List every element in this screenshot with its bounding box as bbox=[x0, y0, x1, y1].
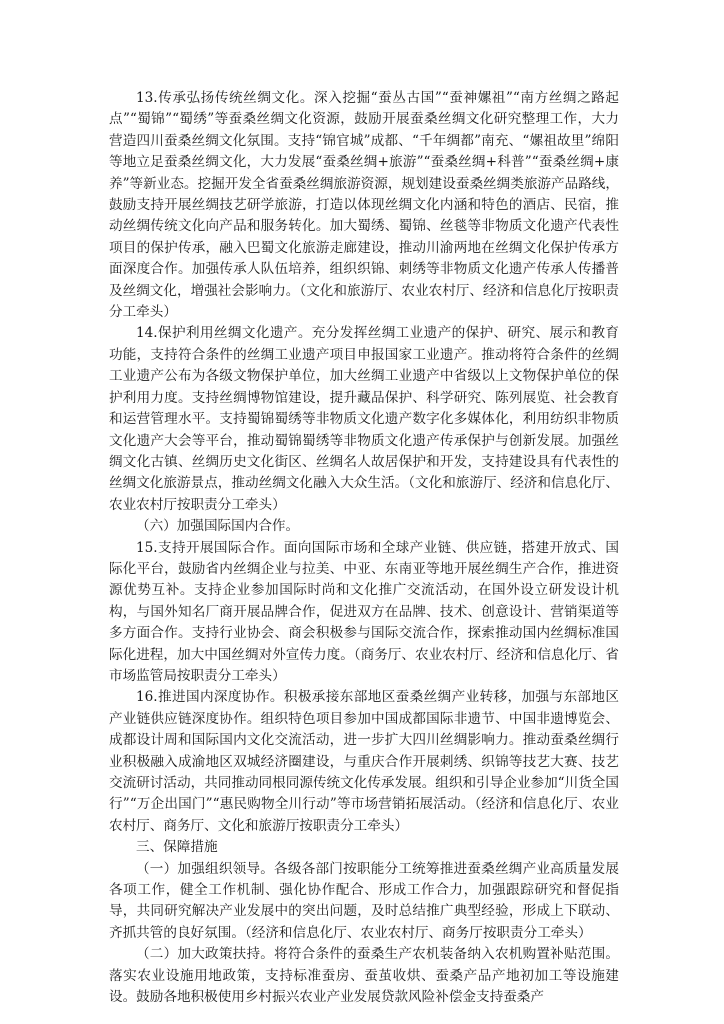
paragraph-15: 15.支持开展国际合作。面向国际市场和全球产业链、供应链，搭建开放式、国际化平台，鼓励省内丝绸企业与拉美、中亚、东南亚等地开展丝绸生产合作，推进资源优势互补。支持企业参加国际时尚和文化推广交流活动，在国外设立研发设计机构，与国外知名厂商开展品牌合作，促进双方在品牌、技术、创意设计、营销渠道等多方面合作。支持行业协会、商会积极参与国际交流合作，探索推动国内丝绸标准国际化进程，加大中国丝绸对外宣传力度。（商务厅、农业农村厅、经济和信息化厅、省市场监管局按职责分工牵头） bbox=[109, 539, 619, 684]
paragraph-policy: （二）加大政策扶持。将符合条件的蚕桑生产农机装备纳入农机购置补贴范围。落实农业设施用地政策，支持标准蚕房、蚕茧收烘、蚕桑产品产地初加工等设施建设。鼓励各地积极使用乡村振兴农业产业发展贷款风险补偿金支持蚕桑产 bbox=[109, 946, 619, 1006]
paragraph-13: 13.传承弘扬传统丝绸文化。深入挖掘“蚕丛古国”“蚕神嫘祖”“南方丝绸之路起点”“蜀锦”“蜀绣”等蚕桑丝绸文化资源，鼓励开展蚕桑丝绸文化研究整理工作，大力营造四川蚕桑丝绸文化氛围。支持“锦官城”成都、“千年绸都”南充、“嫘祖故里”绵阳等地立足蚕桑丝绸文化，大力发展“蚕桑丝绸+旅游”“蚕桑丝绸+科普”“蚕桑丝绸+康养”等新业态。挖掘开发全省蚕桑丝绸旅游资源，规划建设蚕桑丝绸类旅游产品路线，鼓励支持开展丝绸技艺研学旅游，打造以体现丝绸文化内涵和特色的酒店、民宿，推动丝绸传统文化向产品和服务转化。加大蜀绣、蜀锦、丝毯等非物质文化遗产代表性项目的保护传承，融入巴蜀文化旅游走廊建设，推动川渝两地在丝绸文化保护传承方面深度合作。加强传承人队伍培养，组织织锦、刺绣等非物质文化遗产传承人传播普及丝绸文化，增强社会影响力。（文化和旅游厅、农业农村厅、经济和信息化厅按职责分工牵头） bbox=[109, 90, 619, 321]
paragraph-14: 14.保护利用丝绸文化遗产。充分发挥丝绸工业遗产的保护、研究、展示和教育功能，支持符合条件的丝绸工业遗产项目申报国家工业遗产。推动将符合条件的丝绸工业遗产公布为各级文物保护单位，加大丝绸工业遗产中省级以上文物保护单位的保护利用力度。支持丝绸博物馆建设，提升藏品保护、科学研究、陈列展览、社会教育和运营管理水平。支持蜀锦蜀绣等非物质文化遗产数字化多媒体化，利用纺织非物质文化遗产大会等平台，推动蜀锦蜀绣等非物质文化遗产传承保护与创新发展。加强丝绸文化古镇、丝绸历史文化街区、丝绸名人故居保护和开发，支持建设具有代表性的丝绸文化旅游景点，推动丝绸文化融入大众生活。（文化和旅游厅、经济和信息化厅、农业农村厅按职责分工牵头） bbox=[109, 325, 619, 513]
document-page bbox=[109, 88, 619, 1008]
section-heading-6: （六）加强国际国内合作。 bbox=[136, 518, 300, 535]
section-heading-3: 三、保障措施 bbox=[136, 839, 218, 856]
paragraph-16: 16.推进国内深度协作。积极承接东部地区蚕桑丝绸产业转移，加强与东部地区产业链供应链深度协作。组织特色项目参加中国成都国际非遗节、中国非遗博览会、成都设计周和国际国内文化交流活动，进一步扩大四川丝绸影响力。推动蚕桑丝绸行业积极融入成渝地区双城经济圈建设，与重庆合作开展刺绣、织锦等技艺大赛、技艺交流研讨活动，共同推动同根同源传统文化传承发展。组织和引导企业参加“川货全国行”“万企出国门”“惠民购物全川行动”等市场营销拓展活动。（经济和信息化厅、农业农村厅、商务厅、文化和旅游厅按职责分工牵头） bbox=[109, 689, 619, 834]
paragraph-organization: （一）加强组织领导。各级各部门按职能分工统筹推进蚕桑丝绸产业高质量发展各项工作，健全工作机制、强化协作配合、形成工作合力，加强跟踪研究和督促指导，共同研究解决产业发展中的突出问题，及时总结推广典型经验，形成上下联动、齐抓共管的良好氛围。（经济和信息化厅、农业农村厅、商务厅按职责分工牵头） bbox=[109, 860, 619, 941]
